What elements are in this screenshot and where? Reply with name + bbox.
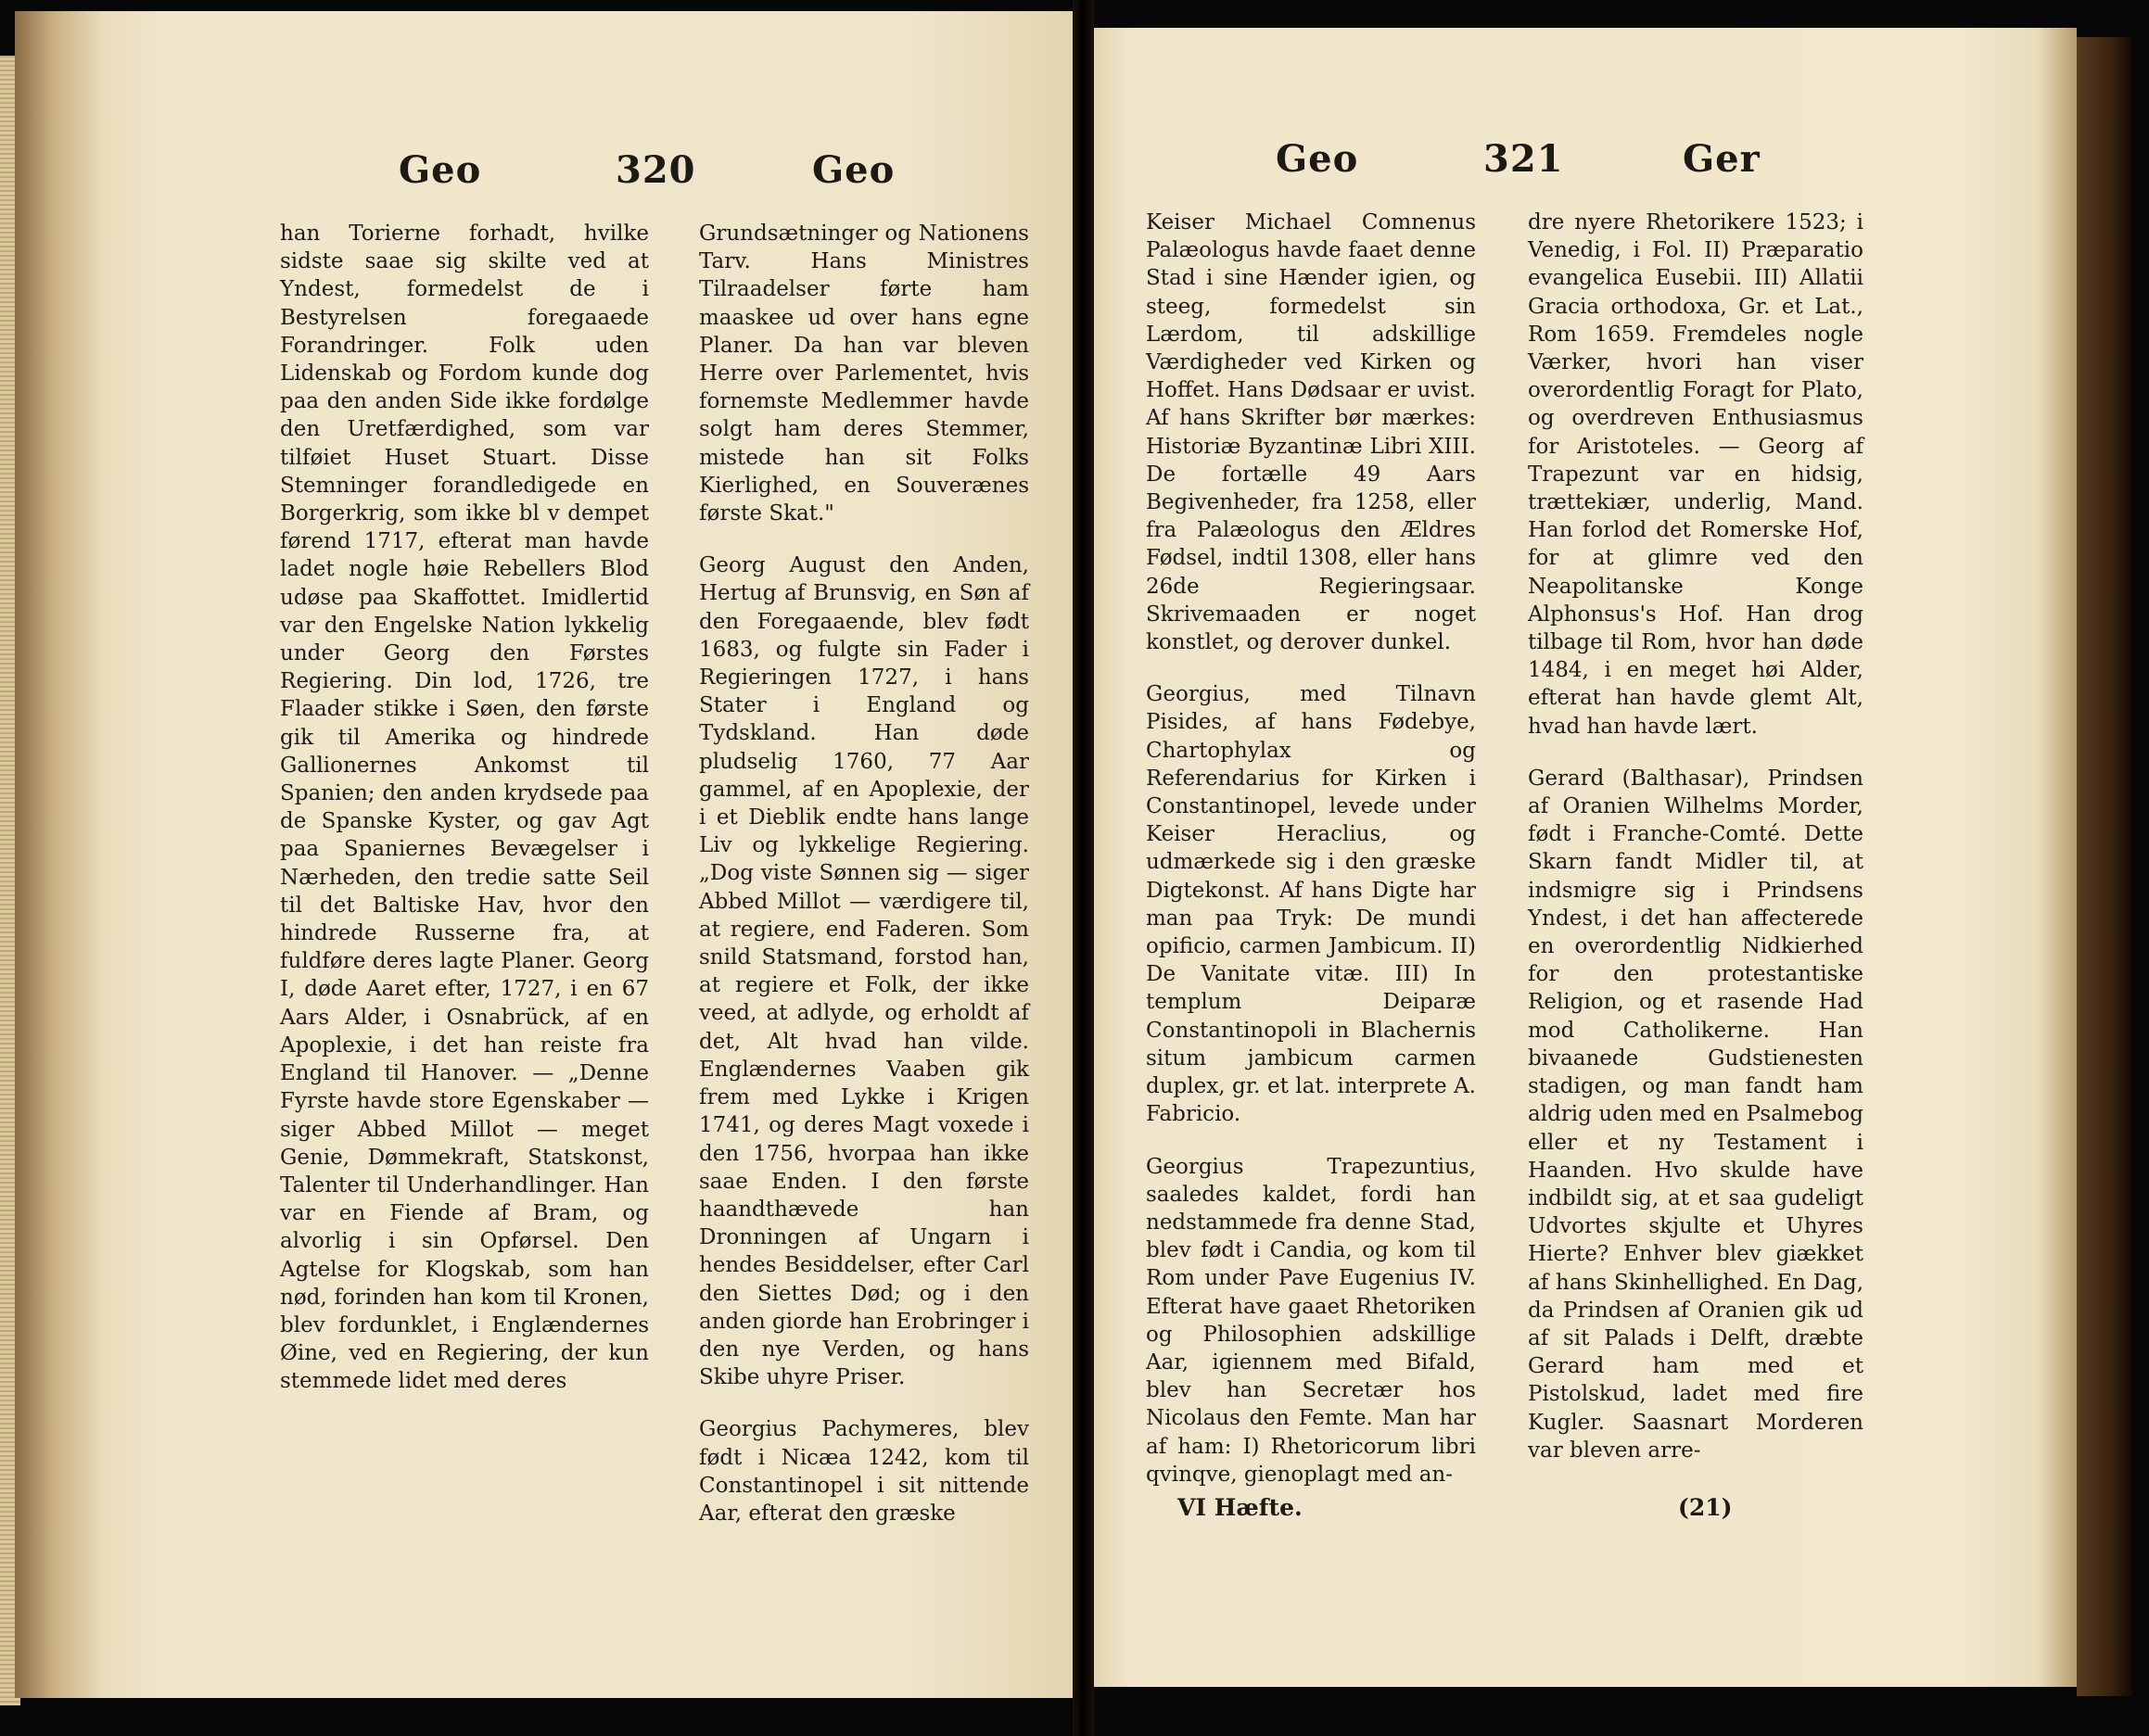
column-1: [1146, 209, 1476, 1489]
paragraph: dre nyere Rhetorikere 1523; i Venedig, i Fol. II) Præparatio evangelica Eusebii. III) Allatii Gracia orthodoxa, Gr. et Lat., Rom 1659. Fremdeles nogle Værker, hvori han viser overordentlig Foragt for Plato, og overdreven Enthusiasmus for Aristoteles. — Georg af Trapezunt var en hidsig, trættekiær, underlig, Mand. Han forlod det Romerske Hof, for at glimre ved den Neapolitanske Konge Alphonsus's Hof. Han drog tilbage til Rom, hvor han døde 1484, i en meget høi Alder, efterat han havde glemt Alt, hvad han havde lært.: [1528, 210, 1863, 739]
column-1: [280, 220, 649, 1396]
footer-volume: VI Hæfte.: [1177, 1494, 1303, 1521]
entry-georgius-pachymeres: Georgius Pachymeres, blev født i Nicæa 1242, kom til Constantinopel i sit nittende Aar, efterat den græske: [699, 1417, 1029, 1526]
column-2: [699, 220, 1029, 1527]
paragraph: Keiser Michael Comnenus Palæologus havde faaet denne Stad i sine Hænder igien, og steeg, formedelst sin Lærdom, til adskillige Værdigheder ved Kirken og Hoffet. Hans Dødsaar er uvist. Af hans Skrifter bør mærkes: Historiæ Byzantinæ Libri XIII. De fortælle 49 Aars Begivenheder, fra 1258, eller fra Palæologus den Ældres Fødsel, indtil 1308, eller hans 26de Regieringsaar. Skrivemaaden er noget konstlet, og derover dunkel.: [1146, 210, 1476, 655]
right-page: [1094, 28, 2077, 1687]
entry-gerard: Gerard (Balthasar), Prindsen af Oranien Wilhelms Morder, født i Franche-Comté. Dette Skarn fandt Midler til, at indsmigre sig i Prindsens Yndest, i det han affecterede en overordentlig Nidkierhed for den protestantiske Religion, og et rasende Had mod Catholikerne. Han bivaanede Gudstienesten stadigen, og man fandt ham aldrig uden med en Psalmebog eller et ny Testament i Haanden. Hvo skulde have indbildt sig, at et saa gudeligt Udvortes skjulte et Uhyres Hierte? Enhver blev giækket af hans Skinhellighed. En Dag, da Prindsen af Oranien gik ud af sit Palads i Delft, dræbte Gerard ham med et Pistolskud, ladet med fire Kugler. Saasnart Morderen var bleven arre-: [1528, 766, 1863, 1463]
running-head-right: Geo: [812, 148, 896, 192]
running-head-left: Geo: [399, 148, 482, 192]
book-gutter: [1073, 0, 1094, 1736]
running-head-right: Ger: [1683, 137, 1761, 181]
page-header: [15, 148, 1073, 213]
entry-georg-august: Georg August den Anden, Hertug af Brunsvig, en Søn af den Foregaaende, blev født 1683, og fulgte sin Fader i Regieringen 1727, i hans Stater i England og Tydskland. Han døde pludselig 1760, 77 Aar gammel, af en Apoplexie, der i et Dieblik endte hans lange Liv og lykkelige Regiering. „Dog viste Sønnen sig — siger Abbed Millot — værdigere til, at regiere, end Faderen. Som snild Statsmand, forstod han, at regiere et Folk, der ikke veed, at adlyde, og erholdt af det, Alt hvad han vilde. Englændernes Vaaben gik frem med Lykke i Krigen 1741, og deres Magt voxede i den 1756, hvorpaa han ikke saae Enden. I den første haandthævede han Dronningen af Ungarn i hendes Besiddelser, efter Carl den Siettes Død; og i den anden giorde han Erobringer i den nye Verden, og hans Skibe uhyre Priser.: [699, 553, 1029, 1390]
signature-mark: (21): [1678, 1494, 1733, 1521]
running-head-left: Geo: [1276, 137, 1359, 181]
paragraph: han Torierne forhadt, hvilke sidste saae sig skilte ved at Yndest, formedelst de i Bestyrelsen foregaaede Forandringer. Folk uden Lidenskab og Fordom kunde dog paa den anden Side ikke fordølge den Uretfærdighed, som var tilføiet Huset Stuart. Disse Stemninger forandledigede en Borgerkrig, som ikke bl v dempet førend 1717, efterat man havde ladet nogle høie Rebellers Blod udøse paa Skaffottet. Imidlertid var den Engelske Nation lykkelig under Georg den Førstes Regiering. Din lod, 1726, tre Flaader stikke i Søen, den første gik til Amerika og hindrede Gallionernes Ankomst til Spanien; den anden krydsede paa de Spanske Kyster, og gav Agt paa Spaniernes Bevægelser i Nærheden, den tredie satte Seil til det Baltiske Hav, hvor den hindrede Russerne fra, at fuldføre deres lagte Planer. Georg I, døde Aaret efter, 1727, i en 67 Aars Alder, i Osnabrück, af en Apoplexie, i det han reiste fra England til Hanover. — „Denne Fyrste havde store Egenskaber — siger Abbed Millot — meget Genie, Dømmekraft, Statskonst, Talenter til Underhandlinger. Han var en Fiende af Bram, og alvorlig i sin Opførsel. Den Agtelse for Klogskab, som han nød, forinden han kom til Kronen, blev fordunklet, i Englændernes Øine, ved en Regiering, der kun stemmede lidet med deres: [280, 222, 649, 1394]
page-number: 320: [616, 148, 696, 192]
entry-georgius-pisides: Georgius, med Tilnavn Pisides, af hans Fødebye, Chartophylax og Referendarius for Kirken i Constantinopel, levede under Keiser Heraclius, og udmærkede sig i den græske Digtekonst. Af hans Digte har man paa Tryk: De mundi opificio, carmen Jambicum. II) De Vanitate vitæ. III) In templum Deiparæ Constantinopoli in Blachernis situm jambicum carmen duplex, gr. et lat. interprete A. Fabricio.: [1146, 682, 1476, 1127]
page-header: [1094, 137, 2077, 202]
paragraph: Grundsætninger og Nationens Tarv. Hans Ministres Tilraadelser førte ham maaskee ud over hans egne Planer. Da han var bleven Herre over Parlementet, hvis fornemste Medlemmer havde solgt ham deres Stemmer, mistede han sit Folks Kierlighed, en Souverænes første Skat.": [699, 222, 1029, 526]
book-cover-edge-right: [2077, 37, 2132, 1696]
left-page: [15, 11, 1073, 1698]
entry-georgius-trapezuntius: Georgius Trapezuntius, saaledes kaldet, fordi han nedstammede fra denne Stad, blev født i Candia, og kom til Rom under Pave Eugenius IV. Efterat have gaaet Rhetoriken og Philosophien adskillige Aar, igiennem med Bifald, blev han Secretær hos Nicolaus den Femte. Man har af ham: I) Rhetoricorum libri qvinqve, gienoplagt med an-: [1146, 1154, 1476, 1487]
column-2: [1528, 209, 1863, 1464]
page-number: 321: [1483, 137, 1564, 181]
